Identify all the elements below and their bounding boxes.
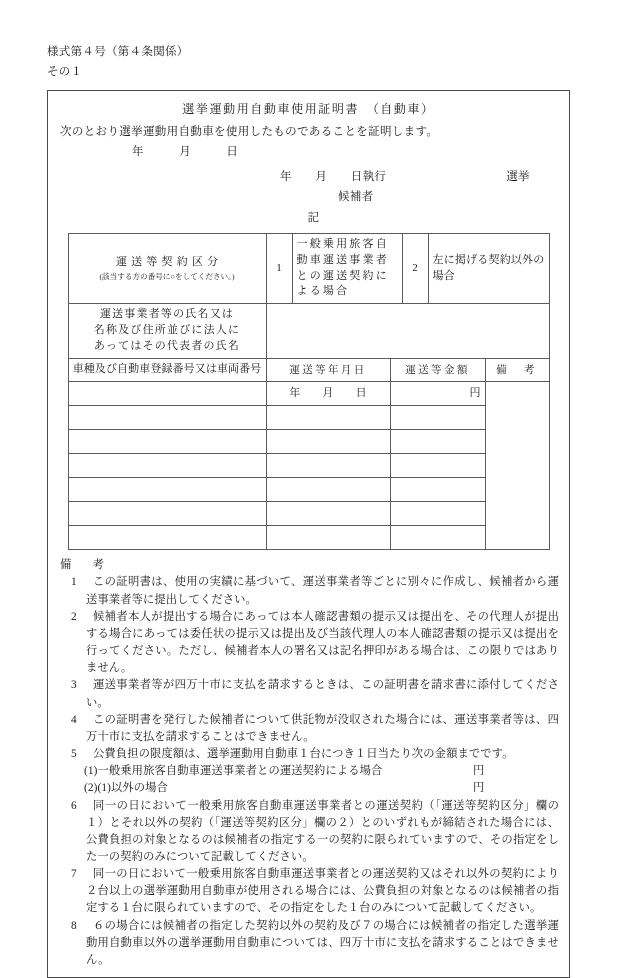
usage-cell-vehicle[interactable] xyxy=(68,430,266,454)
usage-cell-vehicle[interactable] xyxy=(68,406,266,430)
usage-col-date: 運送等年月日 xyxy=(266,359,390,382)
sheet-label: その１ xyxy=(47,65,83,78)
usage-cell-amount[interactable]: 円 xyxy=(390,382,485,406)
contract-option-1-number: 1 xyxy=(266,233,292,304)
carrier-name-label-line3: あってはその代表者の氏名 xyxy=(93,340,241,353)
usage-cell-remarks[interactable] xyxy=(485,382,549,550)
table-row-contract-division xyxy=(68,233,549,304)
remarks-item-5-subitem-1-label: (1) xyxy=(84,765,98,778)
usage-col-vehicle: 車種及び自動車登録番号又は車両番号 xyxy=(68,359,266,382)
usage-col-remarks: 備 考 xyxy=(485,359,549,382)
date-month-label: 月 xyxy=(322,386,334,399)
remarks-item-6 xyxy=(60,798,559,867)
remarks-item-5-subitem-1-text: 一般乗用旅客自動車運送事業者との運送契約による場合 xyxy=(97,765,383,778)
date-year-label: 年 xyxy=(289,386,301,399)
remarks-item-6-text: 同一の日において一般乗用旅客自動車運送事業者との運送契約（「運送等契約区分」欄の１）とそれ以外の契約（「運送等契約区分」欄の２）とのいずれもが締結された場合には、公費負担の対象となるのは候補者の指定する一の契約に限られていますので、その指定をした一の契約のみについて記載してください。 xyxy=(86,799,559,863)
remarks-item-5-subitem-2-label: (2) xyxy=(84,782,98,795)
usage-table-header-row xyxy=(68,359,549,382)
remarks-item-4-number: 4 xyxy=(71,713,77,726)
form-number: 様式第４号（第４条関係） xyxy=(47,46,189,58)
table-row xyxy=(68,430,549,454)
remarks-section xyxy=(60,557,559,969)
carrier-name-label-line1: 運送事業者等の氏名又は xyxy=(99,308,235,321)
remarks-item-6-number: 6 xyxy=(71,799,77,812)
usage-col-amount: 運送等金額 xyxy=(390,359,485,382)
usage-table xyxy=(68,358,550,550)
table-row xyxy=(68,526,549,550)
remarks-item-2-number: 2 xyxy=(71,610,77,623)
usage-cell-amount[interactable] xyxy=(390,502,485,526)
contract-option-1-text: 一般乗用旅客自動車運送事業者との運送契約による場合 xyxy=(292,233,402,304)
table-row-carrier-name xyxy=(68,304,549,359)
election-date-line xyxy=(280,168,559,184)
usage-cell-date[interactable] xyxy=(266,478,390,502)
carrier-name-label xyxy=(68,304,266,359)
certificate-frame xyxy=(47,90,570,978)
remarks-item-8-text: ６の場合には候補者の指定した契約以外の契約及び７の場合には候補者の指定した選挙運動用自動車以外の選挙運動用自動車については、四万十市に支払を請求することはできません。 xyxy=(86,919,559,966)
ki-mark: 記 xyxy=(307,211,320,224)
usage-cell-vehicle[interactable] xyxy=(68,382,266,406)
usage-cell-amount[interactable] xyxy=(390,526,485,550)
remarks-item-7 xyxy=(60,866,559,917)
usage-cell-vehicle[interactable] xyxy=(68,454,266,478)
carrier-name-value[interactable] xyxy=(266,304,549,359)
remarks-item-2 xyxy=(60,609,559,678)
remarks-item-3 xyxy=(60,677,559,711)
usage-cell-date[interactable] xyxy=(266,502,390,526)
table-row xyxy=(68,478,549,502)
contract-option-2-text: 左に掲げる契約以外の場合 xyxy=(428,233,549,304)
contract-division-hint: (該当する方の番号に○をしてください。) xyxy=(99,272,235,282)
candidate-label: 候補者 xyxy=(338,190,374,203)
remarks-item-4 xyxy=(60,712,559,746)
usage-cell-date[interactable] xyxy=(266,406,390,430)
contract-division-label-text: 運送等契約区分 xyxy=(115,256,223,269)
usage-cell-date[interactable] xyxy=(266,430,390,454)
certificate-table xyxy=(68,233,550,360)
remarks-item-5-subitem-1-unit: 円 xyxy=(473,765,485,778)
election-word: 選挙 xyxy=(506,170,530,183)
usage-cell-amount[interactable] xyxy=(390,406,485,430)
election-date-text: 年 月 日執行 xyxy=(280,170,387,183)
usage-cell-date[interactable] xyxy=(266,526,390,550)
table-row xyxy=(68,406,549,430)
remarks-item-8-number: 8 xyxy=(71,919,77,932)
remarks-item-5-subitem-1 xyxy=(60,763,559,780)
remarks-item-5-number: 5 xyxy=(71,748,77,761)
remarks-item-1-number: 1 xyxy=(71,576,77,589)
remarks-item-1 xyxy=(60,574,559,608)
table-row xyxy=(68,454,549,478)
date-day-label: 日 xyxy=(355,386,367,399)
remarks-item-5-text: 公費負担の限度額は、選挙運動用自動車１台につき１日当たり次の金額までです。 xyxy=(93,748,514,761)
remarks-item-2-text: 候補者本人が提出する場合にあっては本人確認書類の提示又は提出を、その代理人が提出する場合にあっては委任状の提示又は提出及び当該代理人の本人確認書類の提示又は提出を行ってください。ただし、候補者本人の署名又は記名押印がある場合は、この限りではありません。 xyxy=(86,610,559,675)
table-row xyxy=(68,502,549,526)
remarks-item-5-subitem-2 xyxy=(60,780,559,797)
remarks-item-7-text: 同一の日において一般乗用旅客自動車運送事業者との運送契約又はそれ以外の契約により２台以上の選挙運動用自動車が使用される場合には、公費負担の対象となるのは候補者の指定する１台に限られていますので、その指定をした１台のみについて記載してください。 xyxy=(86,868,559,915)
usage-cell-amount[interactable] xyxy=(390,478,485,502)
usage-cell-vehicle[interactable] xyxy=(68,526,266,550)
contract-division-label xyxy=(68,233,266,304)
remarks-item-4-text: この証明書を発行した候補者について供託物が没収された場合には、運送事業者等は、四万十市に支払を請求することはできません。 xyxy=(86,713,559,743)
usage-cell-vehicle[interactable] xyxy=(68,502,266,526)
remarks-item-1-text: この証明書は、使用の実績に基づいて、運送事業者等ごとに別々に作成し、候補者から運送事業者等に提出してください。 xyxy=(86,576,559,606)
contract-option-2-number: 2 xyxy=(402,233,428,304)
usage-cell-date[interactable] xyxy=(266,454,390,478)
remarks-item-5-subitem-2-text: (1)以外の場合 xyxy=(97,782,168,795)
carrier-name-label-line2: 名称及び住所並びに法人に xyxy=(93,324,241,337)
issue-date-line: 年 月 日 xyxy=(132,145,239,158)
usage-cell-amount[interactable] xyxy=(390,454,485,478)
document-title: 選挙運動用自動車使用証明書 （自動車） xyxy=(182,101,435,116)
remarks-item-5-subitem-2-unit: 円 xyxy=(473,782,485,795)
remarks-item-3-number: 3 xyxy=(71,679,77,692)
remarks-item-8 xyxy=(60,918,559,969)
remarks-item-7-number: 7 xyxy=(71,868,77,881)
usage-cell-vehicle[interactable] xyxy=(68,478,266,502)
lead-sentence: 次のとおり選挙運動用自動車を使用したものであることを証明します。 xyxy=(60,125,439,138)
remarks-item-3-text: 運送事業者等が四万十市に支払を請求するときは、この証明書を請求書に添付してください。 xyxy=(86,679,559,709)
remarks-item-5 xyxy=(60,746,559,763)
remarks-title: 備 考 xyxy=(60,559,109,572)
usage-cell-amount[interactable] xyxy=(390,430,485,454)
table-row xyxy=(68,382,549,406)
usage-cell-date[interactable] xyxy=(266,382,390,406)
